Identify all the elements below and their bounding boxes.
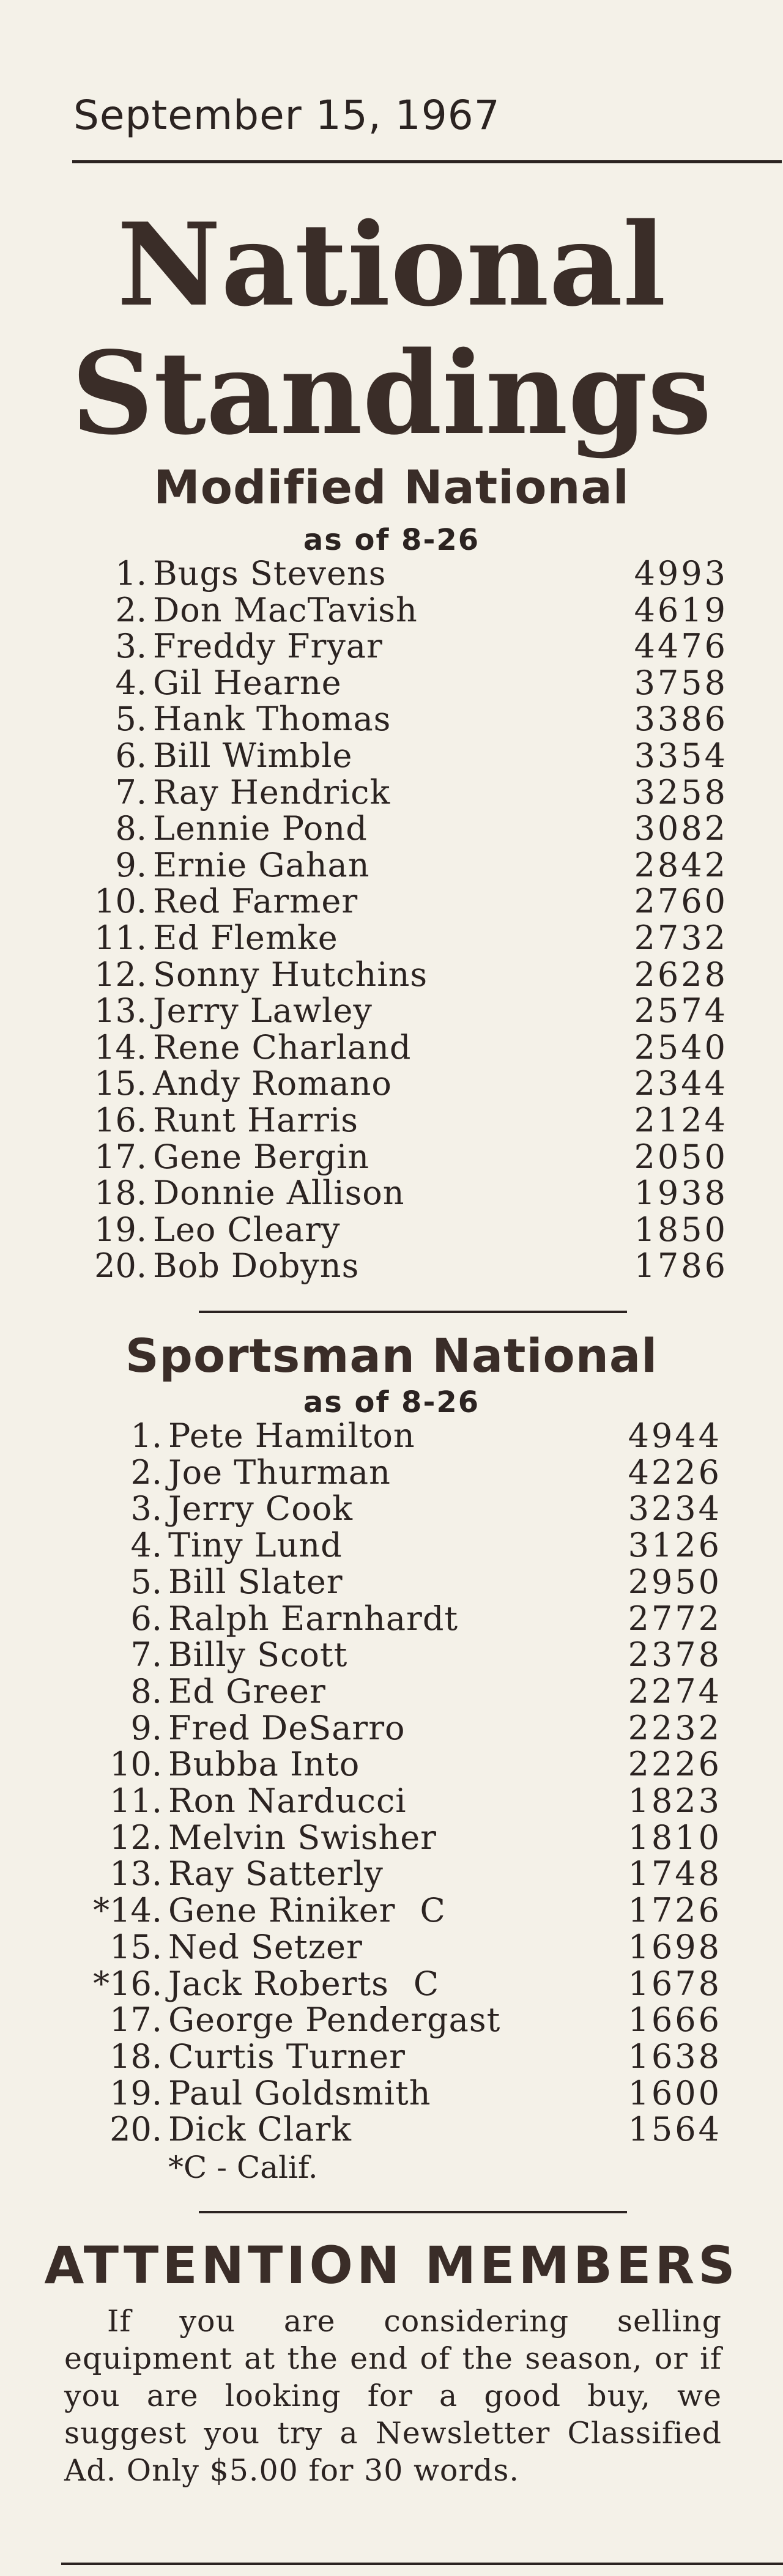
points: 2050 (634, 1137, 728, 1176)
driver-name (168, 1856, 384, 1892)
standings-row (0, 2002, 783, 2038)
points: 1850 (634, 1210, 728, 1249)
standings-row (0, 665, 783, 701)
driver-name (168, 2075, 431, 2112)
driver-name-text: Ray Satterly (168, 1854, 384, 1893)
driver-name (153, 665, 342, 701)
rank: 15. (94, 1064, 147, 1103)
rank: 18. (94, 1174, 147, 1213)
driver-name (153, 592, 418, 629)
driver-name (168, 1490, 353, 1527)
points: 4619 (634, 590, 728, 629)
driver-name (168, 1819, 437, 1856)
section-divider (199, 1311, 627, 1313)
rank: 14. (94, 1027, 147, 1067)
rank: 9. (115, 845, 147, 884)
standings-row (0, 555, 783, 592)
driver-name-text: Gene Riniker (168, 1891, 396, 1930)
rank: 5. (130, 1562, 162, 1601)
section-divider (199, 2211, 627, 2213)
points: 2378 (628, 1635, 722, 1675)
standings-row (0, 1102, 783, 1139)
standings-row (0, 2038, 783, 2075)
driver-name-text: Pete Hamilton (168, 1416, 415, 1455)
standings-row (0, 1856, 783, 1892)
rank: 5. (115, 700, 147, 739)
rank: 8. (115, 809, 147, 848)
points: 1678 (628, 1964, 722, 2003)
points: 2232 (628, 1708, 722, 1747)
attention-body: If you are considering selling equipment at the end of the season, or if you are looking for a good buy, we suggest you try a Newsletter Classified Ad. Only $5.00 for 30 words. (64, 2304, 722, 2488)
driver-name-text: Ray Hendrick (153, 772, 391, 812)
points: 2950 (628, 1562, 722, 1601)
rank: 10. (109, 1745, 162, 1784)
driver-name (168, 1929, 363, 1966)
driver-name-text: Tiny Lund (168, 1526, 343, 1565)
standings-row (0, 1819, 783, 1856)
standings-row (0, 993, 783, 1029)
driver-name (153, 993, 373, 1029)
driver-name (153, 774, 390, 811)
rank: 7. (115, 772, 147, 812)
driver-name (168, 1892, 446, 1929)
driver-name-text: Ed Greer (168, 1671, 326, 1711)
page-title-line-1: National (117, 198, 666, 331)
modified-section-title: Modified National (154, 460, 629, 514)
rank: 11. (94, 919, 147, 957)
standings-row (0, 1527, 783, 1564)
rank: 17. (94, 1137, 147, 1176)
driver-name-text: Don MacTavish (153, 590, 418, 629)
points: 2628 (634, 955, 728, 994)
points: 1786 (634, 1246, 728, 1286)
rank: 20. (109, 2110, 162, 2149)
driver-name (153, 957, 428, 993)
rank: 1. (130, 1416, 162, 1455)
points: 4993 (634, 554, 728, 593)
standings-row (0, 1212, 783, 1248)
driver-name-text: Fred DeSarro (168, 1708, 406, 1747)
rank: 20. (94, 1246, 147, 1286)
driver-name-text: Billy Scott (168, 1635, 348, 1675)
rank: 13. (109, 1854, 162, 1893)
driver-name-text: Bubba Into (168, 1745, 360, 1784)
points: 2574 (634, 991, 728, 1031)
driver-name (153, 738, 352, 774)
driver-name-text: Jerry Lawley (153, 991, 373, 1031)
standings-row (0, 1710, 783, 1747)
rank: 15. (109, 1927, 162, 1966)
driver-name (153, 555, 387, 592)
rank: 16. (94, 1101, 147, 1139)
rank: 6. (115, 736, 147, 775)
rank: 11. (109, 1782, 162, 1820)
standings-row (0, 1248, 783, 1284)
issue-date: September 15, 1967 (73, 92, 500, 139)
points: 1823 (628, 1782, 722, 1820)
points: 2842 (634, 845, 728, 884)
sportsman-section-title: Sportsman National (125, 1328, 658, 1383)
driver-name-text: Runt Harris (153, 1101, 358, 1139)
rank: 7. (130, 1635, 162, 1675)
standings-row (0, 1746, 783, 1783)
driver-name-text: Dick Clark (168, 2110, 352, 2149)
driver-name (153, 628, 383, 665)
driver-name (168, 1601, 458, 1637)
standings-row (0, 628, 783, 665)
rank: 3. (115, 627, 147, 666)
driver-name (153, 701, 391, 738)
points: 1638 (628, 2037, 722, 2076)
driver-name (168, 1564, 343, 1601)
driver-name (153, 1029, 411, 1066)
standings-row (0, 1601, 783, 1637)
driver-name (153, 883, 358, 920)
driver-name (153, 1065, 392, 1102)
points: 3354 (634, 736, 728, 775)
driver-name (168, 1673, 326, 1710)
driver-name (168, 1783, 406, 1819)
driver-name-text: Jack Roberts (168, 1964, 389, 2003)
standings-row (0, 2075, 783, 2112)
driver-name (168, 2002, 500, 2038)
footnote: *C - Calif. (168, 2150, 318, 2185)
driver-name (168, 1746, 360, 1783)
standings-row (0, 1418, 783, 1454)
rank: *16. (93, 1964, 162, 2003)
standings-row (0, 1490, 783, 1527)
standings-row (0, 701, 783, 738)
points: 4226 (628, 1453, 722, 1492)
driver-name-text: Freddy Fryar (153, 627, 383, 666)
driver-name (168, 1454, 391, 1491)
standings-row (0, 1564, 783, 1601)
driver-name (153, 920, 338, 957)
header-rule (72, 160, 782, 163)
driver-name (168, 1418, 415, 1454)
driver-name-text: Bill Wimble (153, 736, 353, 775)
driver-name (168, 1637, 347, 1673)
driver-name-text: Ron Narducci (168, 1782, 407, 1820)
standings-row (0, 774, 783, 811)
points: 3258 (634, 772, 728, 812)
driver-name-text: Joe Thurman (168, 1453, 391, 1492)
driver-name-text: Melvin Swisher (168, 1818, 437, 1857)
driver-name (153, 1102, 358, 1139)
standings-row (0, 1454, 783, 1491)
points: 1810 (628, 1818, 722, 1857)
standings-row (0, 1175, 783, 1212)
driver-name-text: Curtis Turner (168, 2037, 406, 2076)
driver-name (153, 1175, 405, 1212)
driver-name-text: Hank Thomas (153, 700, 392, 739)
points: 2274 (628, 1671, 722, 1711)
standings-row (0, 738, 783, 774)
driver-name-text: Ralph Earnhardt (168, 1599, 459, 1638)
driver-name-text: Jerry Cook (168, 1489, 353, 1528)
points: 2732 (634, 919, 728, 957)
points: 3758 (634, 663, 728, 702)
driver-name-text: George Pendergast (168, 2000, 501, 2040)
rank: 19. (109, 2073, 162, 2112)
standings-row (0, 957, 783, 993)
standings-row (0, 920, 783, 957)
driver-name-text: Red Farmer (153, 882, 358, 921)
rank: 10. (94, 882, 147, 921)
driver-name-text: Gene Bergin (153, 1137, 370, 1176)
driver-name-text: Lennie Pond (153, 809, 368, 848)
standings-row (0, 1783, 783, 1819)
rank: 12. (109, 1818, 162, 1857)
driver-name-text: Bob Dobyns (153, 1246, 360, 1286)
standings-row (0, 2111, 783, 2148)
standings-row (0, 1966, 783, 2002)
standings-row (0, 1673, 783, 1710)
points: 2124 (634, 1101, 728, 1139)
points: 3234 (628, 1489, 722, 1528)
rank: *14. (93, 1891, 162, 1930)
points: 2226 (628, 1745, 722, 1784)
points: 1938 (634, 1174, 728, 1213)
modified-section-subtitle: as of 8-26 (303, 523, 480, 557)
points: 4476 (634, 627, 728, 666)
footer-rule (61, 2563, 783, 2565)
standings-row (0, 1139, 783, 1175)
points: 1564 (628, 2110, 722, 2149)
driver-name-text: Bill Slater (168, 1562, 343, 1601)
driver-name-text: Paul Goldsmith (168, 2073, 431, 2112)
rank: 1. (115, 554, 147, 593)
driver-name-text: Gil Hearne (153, 663, 342, 702)
driver-name-text: Bugs Stevens (153, 554, 387, 593)
driver-name (153, 1248, 359, 1284)
driver-name (168, 2111, 352, 2148)
points: 1600 (628, 2073, 722, 2112)
points: 2344 (634, 1064, 728, 1103)
rank: 12. (94, 955, 147, 994)
points: 3082 (634, 809, 728, 848)
rank: 2. (115, 590, 147, 629)
sportsman-section-subtitle: as of 8-26 (303, 1385, 480, 1419)
standings-row (0, 883, 783, 920)
standings-row (0, 847, 783, 884)
driver-name-text: Ernie Gahan (153, 845, 370, 884)
standings-row (0, 592, 783, 629)
rank: 6. (130, 1599, 162, 1638)
rank: 19. (94, 1210, 147, 1249)
driver-name-text: Leo Cleary (153, 1210, 341, 1249)
points: 4944 (628, 1416, 722, 1455)
driver-name (168, 1966, 439, 2002)
rank: 2. (130, 1453, 162, 1492)
rank: 18. (109, 2037, 162, 2076)
driver-name (168, 1527, 343, 1564)
rank: 3. (130, 1489, 162, 1528)
driver-name-text: Ned Setzer (168, 1927, 363, 1966)
standings-row (0, 810, 783, 847)
driver-name (153, 810, 368, 847)
points: 2760 (634, 882, 728, 921)
points: 1726 (628, 1891, 722, 1930)
rank: 4. (130, 1526, 162, 1565)
points: 1748 (628, 1854, 722, 1893)
standings-row (0, 1892, 783, 1929)
attention-heading: ATTENTION MEMBERS (44, 2235, 739, 2295)
points: 2772 (628, 1599, 722, 1638)
driver-name-text: Andy Romano (153, 1064, 392, 1103)
standings-row (0, 1929, 783, 1966)
rank: 13. (94, 991, 147, 1031)
points: 3126 (628, 1526, 722, 1565)
rank: 4. (115, 663, 147, 702)
driver-name (168, 2038, 406, 2075)
state-marker: C (420, 1891, 446, 1930)
rank: 17. (109, 2000, 162, 2040)
standings-row (0, 1637, 783, 1673)
driver-name (168, 1710, 406, 1747)
points: 2540 (634, 1027, 728, 1067)
driver-name (153, 1212, 341, 1248)
driver-name-text: Sonny Hutchins (153, 955, 428, 994)
driver-name-text: Rene Charland (153, 1027, 412, 1067)
state-marker: C (413, 1964, 440, 2003)
standings-row (0, 1029, 783, 1066)
points: 1698 (628, 1927, 722, 1966)
points: 1666 (628, 2000, 722, 2040)
page-title-line-2: Standings (71, 326, 712, 460)
standings-row (0, 1065, 783, 1102)
driver-name-text: Ed Flemke (153, 919, 338, 957)
driver-name (153, 1139, 369, 1175)
rank: 9. (130, 1708, 162, 1747)
driver-name-text: Donnie Allison (153, 1174, 405, 1213)
rank: 8. (130, 1671, 162, 1711)
driver-name (153, 847, 370, 884)
points: 3386 (634, 700, 728, 739)
